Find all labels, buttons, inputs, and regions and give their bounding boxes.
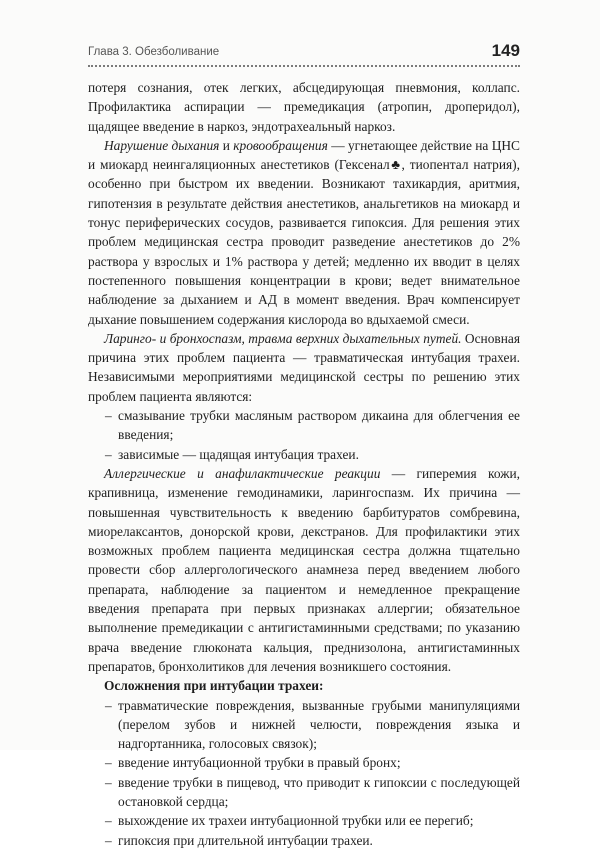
running-header <box>88 41 520 67</box>
complications-list <box>88 696 520 850</box>
paragraph-breathing: Нарушение дыхания и кровообращения — угнетающее действие на ЦНС и миокард неингаляционных анестетиков (Гексенал♣, тиопентал натрия), особенно при быстром их введении. Возникают тахикардия, аритмия, гипотензия в результате действия анестетиков, анальгетиков на миокард и тонус периферических сосудов, развивается гипоксия. Для решения этих проблем медицинская сестра проводит разведение анестетиков до 2% раствора у взрослых и 1% раствора у детей; медленно их вводит в целях постепенного повышения концентрации в крови; ведет внимательное наблюдение за дыханием и АД в момент введения. Врач компенсирует дыхание повышением содержания кислорода во вдыхаемой смеси. <box>88 137 520 327</box>
list-item: – введение трубки в пищевод, что приводит к гипоксии с последующей остановкой сердца; <box>105 774 520 809</box>
list-item: – гипоксия при длительной интубации трахеи. <box>105 832 373 848</box>
paragraph-aspiration: потеря сознания, отек легких, абсцедирующая пневмония, коллапс. Профилактика аспирации — премедикация (атропин, дроперидол), щадящее введение в наркоз, эндотрахеальный наркоз. <box>88 80 520 134</box>
list-item: – выхождение их трахеи интубационной трубки или ее перегиб; <box>105 813 474 829</box>
page-number: 149 <box>491 41 520 60</box>
complications-heading: Осложнения при интубации трахеи: <box>104 678 324 694</box>
paragraph-allergy: Аллергические и анафилактические реакции — гиперемия кожи, крапивница, изменение гемодинамики, ларингоспазм. Их причина — повышенная чувствительность к введению барбитуратов сомбревина, миорелаксантов, донорской крови, декстранов. Для профилактики этих возможных проблем пациента медицинская сестра должна тщательно провести сбор аллергологического анамнеза перед введением любого препарата, наблюдение за пациентом и немедленное прекращение введения препарата при первых признаках аллергии; обязательное выполнение премедикации с антигистаминными средствами; по указанию врача введение глюконата кальция, преднизолона, антигистаминных препаратов, бронхолитиков для лечения возникшего состояния. <box>88 465 520 674</box>
measures-list <box>88 406 520 464</box>
chapter-title: Глава 3. Обезболивание <box>88 46 220 58</box>
term-laryngospasm: Ларинго- и бронхоспазм, травма верхних дыхательных путей. <box>104 330 462 346</box>
term-allergy: Аллергические и анафилактические реакции <box>104 465 381 481</box>
paragraph-laryngospasm: Ларинго- и бронхоспазм, травма верхних дыхательных путей. Основная причина этих проблем пациента — травматическая интубация трахеи. Независимыми мероприятиями медицинской сестры по решению этих проблем пациента являются: <box>88 330 520 404</box>
list-item: – зависимые — щадящая интубация трахеи. <box>105 446 359 462</box>
term-circulation: кровообращения <box>233 137 328 153</box>
list-item: – смазывание трубки масляным раствором дикаина для облегчения ее введения; <box>105 408 520 443</box>
list-item: – введение интубационной трубки в правый бронх; <box>105 755 401 771</box>
term-breathing: Нарушение дыхания <box>104 137 220 153</box>
page-body <box>88 78 520 850</box>
list-item: – травматические повреждения, вызванные грубыми манипуляциями (перелом зубов и нижней челюсти, повреждения языка и надгортанника, голосовых связок); <box>105 697 520 752</box>
